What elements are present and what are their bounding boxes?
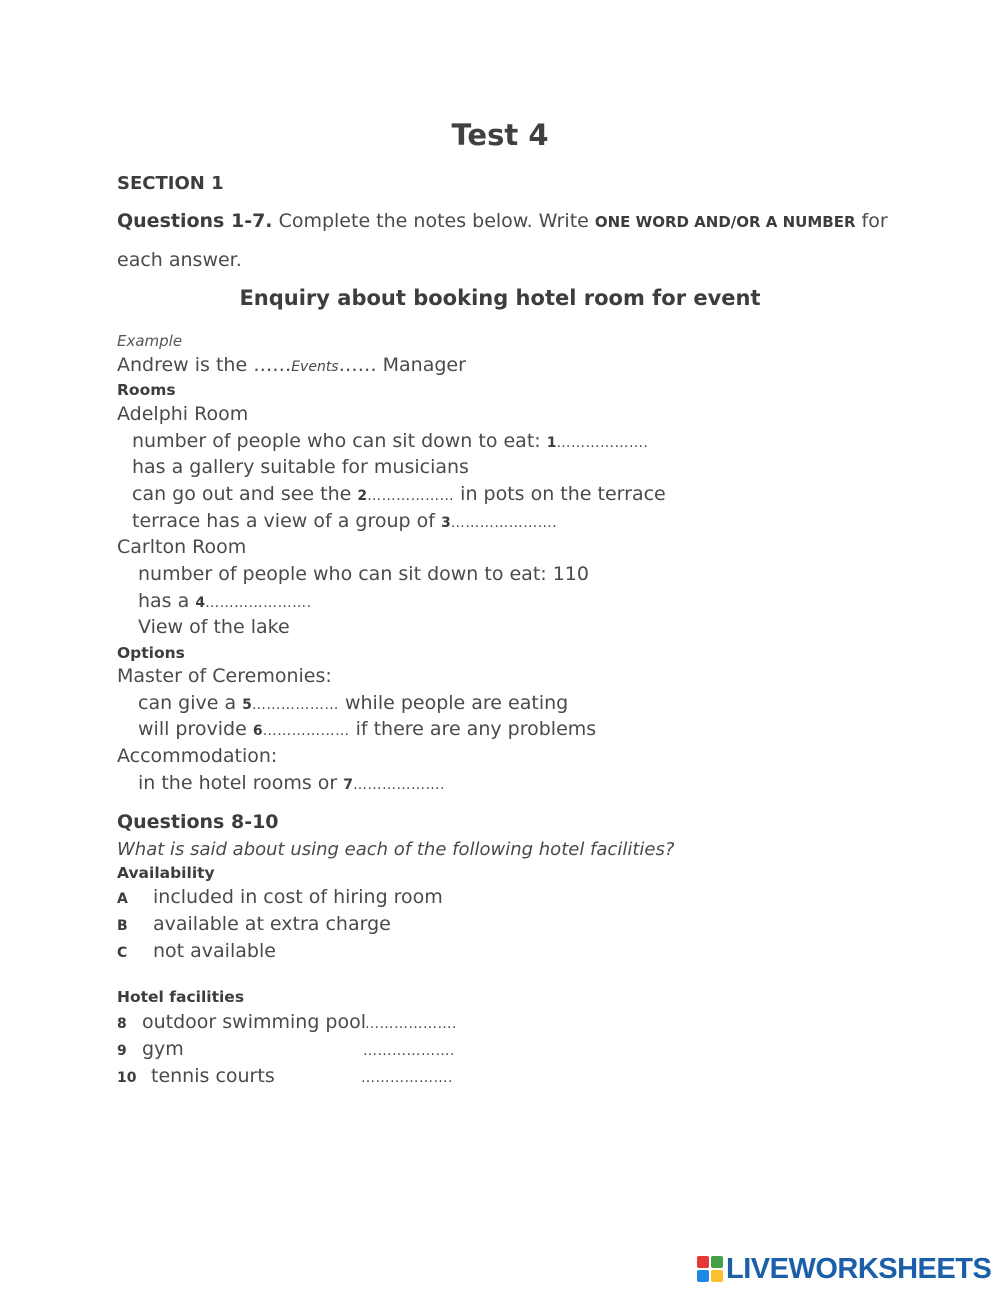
mc-line-2 [138, 718, 596, 740]
page-title: Test 4 [451, 118, 549, 152]
instructions-line-1 [117, 210, 888, 232]
question-range: Questions 1-7. [117, 210, 273, 232]
choice-text-c: not available [153, 940, 276, 962]
facility-text-8: outdoor swimming pool [142, 1011, 367, 1033]
choice-letter-a: A [117, 891, 128, 907]
answer-blank-1[interactable]: ………………. [556, 435, 649, 451]
facility-number-9: 9 [117, 1043, 127, 1059]
notes-title: Enquiry about booking hotel room for event [239, 286, 761, 310]
question-number-1: 1 [546, 435, 557, 451]
questions-8-10-heading: Questions 8-10 [117, 811, 279, 833]
example-line [117, 354, 466, 376]
question-number-5: 5 [242, 697, 252, 713]
choice-c [117, 940, 276, 962]
adelphi-line-4-text: terrace has a view of a group of [132, 510, 441, 532]
example-before: Andrew is the …… [117, 354, 292, 376]
logo-text: LIVEWORKSHEETS [726, 1252, 992, 1285]
questions-8-10-prompt: What is said about using each of the following hotel facilities? [117, 839, 675, 860]
adelphi-line-4 [132, 510, 557, 532]
example-label: Example [117, 332, 183, 350]
rooms-heading: Rooms [117, 381, 176, 399]
choice-text-b: available at extra charge [153, 913, 391, 935]
instructions-caps: ONE WORD AND/OR A NUMBER [594, 213, 856, 231]
section-heading: SECTION 1 [117, 173, 224, 194]
mc-name: Master of Ceremonies: [117, 665, 332, 687]
adelphi-line-1-text: number of people who can sit down to eat: [132, 430, 547, 452]
facility-row-8 [117, 1011, 366, 1033]
carlton-line-2 [138, 590, 312, 612]
hotel-facilities-heading: Hotel facilities [117, 988, 245, 1006]
carlton-line-3: View of the lake [138, 616, 290, 638]
answer-blank-7[interactable]: ………………. [353, 777, 445, 793]
question-number-6: 6 [252, 723, 263, 739]
question-number-3: 3 [440, 515, 451, 531]
choice-a [117, 886, 443, 908]
instructions-text-end: for [855, 210, 888, 232]
instructions-line-2: each answer. [117, 249, 242, 271]
instructions-text: Complete the notes below. Write [272, 210, 595, 232]
choice-text-a: included in cost of hiring room [153, 886, 443, 908]
question-number-2: 2 [357, 488, 368, 504]
adelphi-room-name: Adelphi Room [117, 403, 249, 425]
mc-line-1 [138, 692, 568, 714]
answer-blank-3[interactable]: …………………. [450, 515, 558, 531]
carlton-room-name: Carlton Room [117, 536, 247, 558]
liveworksheets-logo[interactable] [697, 1253, 991, 1285]
availability-heading: Availability [117, 864, 215, 882]
adelphi-line-3-text: can go out and see the [132, 483, 358, 505]
answer-blank-9[interactable]: ………………. [363, 1043, 455, 1059]
facility-text-9: gym [142, 1038, 184, 1060]
answer-blank-4[interactable]: …………………. [205, 595, 312, 611]
mc-line-1-text: can give a [138, 692, 243, 714]
answer-blank-10[interactable]: ………………. [361, 1070, 453, 1086]
accommodation-name: Accommodation: [117, 745, 278, 767]
options-heading: Options [117, 644, 185, 662]
choice-b [117, 913, 391, 935]
choice-letter-c: C [117, 945, 128, 961]
facility-text-10: tennis courts [151, 1065, 275, 1087]
facility-number-10: 10 [117, 1070, 137, 1086]
answer-blank-5[interactable]: ……………… [251, 697, 339, 713]
question-number-4: 4 [195, 595, 206, 611]
answer-blank-6[interactable]: ……………… [262, 723, 350, 739]
mc-line-1-after: while people are eating [338, 692, 569, 714]
mc-line-2-after: if there are any problems [349, 718, 597, 740]
facility-number-8: 8 [117, 1016, 127, 1032]
choice-letter-b: B [117, 918, 128, 934]
accommodation-line-1 [138, 772, 445, 794]
answer-blank-8[interactable]: ………………. [365, 1016, 457, 1032]
mc-line-2-text: will provide [138, 718, 253, 740]
adelphi-line-3 [132, 483, 666, 505]
accommodation-line-1-text: in the hotel rooms or [138, 772, 344, 794]
facility-row-9 [117, 1038, 184, 1060]
carlton-line-2-text: has a [138, 590, 196, 612]
adelphi-line-3-after: in pots on the terrace [454, 483, 666, 505]
adelphi-line-1 [132, 430, 648, 452]
facility-row-10 [117, 1065, 275, 1087]
logo-mark-icon [697, 1256, 723, 1282]
example-after: …… Manager [338, 354, 466, 376]
question-number-7: 7 [343, 777, 354, 793]
example-answer: Events [291, 359, 339, 375]
carlton-line-1: number of people who can sit down to eat: 110 [138, 563, 589, 585]
answer-blank-2[interactable]: ……………… [367, 488, 455, 504]
adelphi-line-2: has a gallery suitable for musicians [132, 456, 469, 478]
